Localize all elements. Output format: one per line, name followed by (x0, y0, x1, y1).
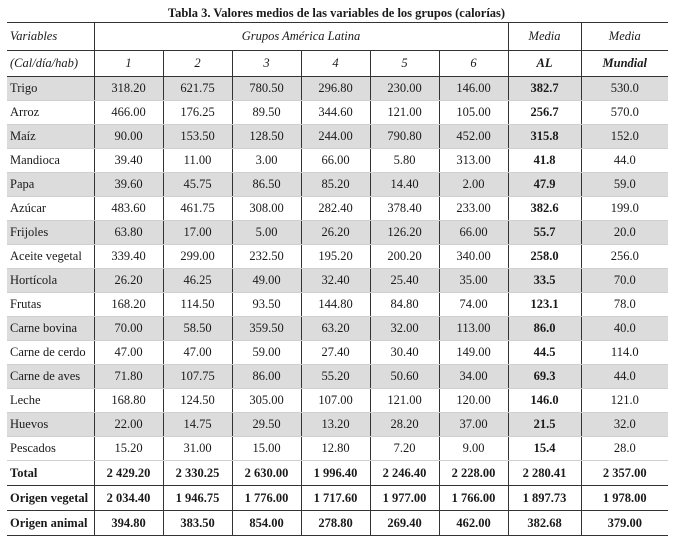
group-3-value: 780.50 (232, 77, 301, 101)
group-3-value: 93.50 (232, 293, 301, 317)
media-mundial-value: 20.0 (581, 221, 668, 245)
group-2-value: 153.50 (163, 125, 232, 149)
group-2-value: 14.75 (163, 413, 232, 437)
group-6-value: 340.00 (439, 245, 508, 269)
total-group-6-value: 2 228.00 (439, 461, 508, 486)
table-row (7, 413, 668, 437)
group-4-value: 144.80 (301, 293, 370, 317)
media-al-value: 315.8 (508, 125, 581, 149)
group-2-value: 17.00 (163, 221, 232, 245)
group-2-value: 46.25 (163, 269, 232, 293)
table-row (7, 221, 668, 245)
group-6-value: 146.00 (439, 77, 508, 101)
group-4-value: 12.80 (301, 437, 370, 461)
group-5-value: 790.80 (370, 125, 439, 149)
media-mundial-value: 70.0 (581, 269, 668, 293)
total-group-5-value: 2 246.40 (370, 461, 439, 486)
group-4-value: 344.60 (301, 101, 370, 125)
group-3-value: 49.00 (232, 269, 301, 293)
media-mundial-value: 570.0 (581, 101, 668, 125)
total-media-al-value: 2 280.41 (508, 461, 581, 486)
media-mundial-value: 121.0 (581, 389, 668, 413)
header-group-4: 4 (301, 51, 370, 77)
header-media-mundial-top: Media (581, 23, 668, 51)
group-1-value: 483.60 (94, 197, 163, 221)
media-al-value: 15.4 (508, 437, 581, 461)
group-4-value: 85.20 (301, 173, 370, 197)
group-5-value: 230.00 (370, 77, 439, 101)
media-al-value: 146.0 (508, 389, 581, 413)
group-5-value: 5.80 (370, 149, 439, 173)
group-3-value: 3.00 (232, 149, 301, 173)
media-mundial-value: 32.0 (581, 413, 668, 437)
group-6-value: 149.00 (439, 341, 508, 365)
media-mundial-value: 44.0 (581, 365, 668, 389)
group-5-value: 7.20 (370, 437, 439, 461)
total-row-name: Origen animal (7, 511, 94, 536)
total-group-2-value: 2 330.25 (163, 461, 232, 486)
group-5-value: 378.40 (370, 197, 439, 221)
group-3-value: 86.00 (232, 365, 301, 389)
media-al-value: 256.7 (508, 101, 581, 125)
total-media-mundial-value: 2 357.00 (581, 461, 668, 486)
group-3-value: 308.00 (232, 197, 301, 221)
group-1-value: 70.00 (94, 317, 163, 341)
group-2-value: 47.00 (163, 341, 232, 365)
media-al-value: 41.8 (508, 149, 581, 173)
group-6-value: 452.00 (439, 125, 508, 149)
group-1-value: 47.00 (94, 341, 163, 365)
table-row (7, 293, 668, 317)
group-6-value: 233.00 (439, 197, 508, 221)
group-4-value: 282.40 (301, 197, 370, 221)
row-variable-name: Aceite vegetal (7, 245, 94, 269)
row-variable-name: Leche (7, 389, 94, 413)
media-al-value: 21.5 (508, 413, 581, 437)
group-2-value: 461.75 (163, 197, 232, 221)
table-row (7, 245, 668, 269)
group-5-value: 50.60 (370, 365, 439, 389)
header-row-bottom (7, 51, 668, 77)
group-3-value: 89.50 (232, 101, 301, 125)
table-row (7, 317, 668, 341)
group-1-value: 63.80 (94, 221, 163, 245)
group-5-value: 200.20 (370, 245, 439, 269)
group-2-value: 45.75 (163, 173, 232, 197)
total-media-al-value: 382.68 (508, 511, 581, 536)
group-3-value: 359.50 (232, 317, 301, 341)
group-2-value: 11.00 (163, 149, 232, 173)
total-group-4-value: 1 717.60 (301, 486, 370, 511)
media-mundial-value: 199.0 (581, 197, 668, 221)
header-groups-label: Grupos América Latina (94, 23, 508, 51)
group-2-value: 621.75 (163, 77, 232, 101)
group-5-value: 25.40 (370, 269, 439, 293)
group-4-value: 13.20 (301, 413, 370, 437)
group-6-value: 113.00 (439, 317, 508, 341)
media-al-value: 258.0 (508, 245, 581, 269)
group-4-value: 244.00 (301, 125, 370, 149)
media-mundial-value: 256.0 (581, 245, 668, 269)
group-2-value: 299.00 (163, 245, 232, 269)
group-2-value: 107.75 (163, 365, 232, 389)
media-al-value: 382.6 (508, 197, 581, 221)
media-mundial-value: 40.0 (581, 317, 668, 341)
group-6-value: 2.00 (439, 173, 508, 197)
group-6-value: 120.00 (439, 389, 508, 413)
total-row-name: Origen vegetal (7, 486, 94, 511)
table-row (7, 365, 668, 389)
group-4-value: 27.40 (301, 341, 370, 365)
media-mundial-value: 59.0 (581, 173, 668, 197)
row-variable-name: Carne de cerdo (7, 341, 94, 365)
total-group-2-value: 1 946.75 (163, 486, 232, 511)
total-group-5-value: 1 977.00 (370, 486, 439, 511)
group-5-value: 30.40 (370, 341, 439, 365)
header-media-mundial-bottom: Mundial (581, 51, 668, 77)
total-group-4-value: 278.80 (301, 511, 370, 536)
total-row (7, 461, 668, 486)
total-group-6-value: 462.00 (439, 511, 508, 536)
group-4-value: 107.00 (301, 389, 370, 413)
table-row (7, 341, 668, 365)
group-1-value: 39.40 (94, 149, 163, 173)
group-3-value: 305.00 (232, 389, 301, 413)
group-5-value: 14.40 (370, 173, 439, 197)
header-group-6: 6 (439, 51, 508, 77)
media-al-value: 55.7 (508, 221, 581, 245)
table-row (7, 269, 668, 293)
header-units: (Cal/día/hab) (7, 51, 94, 77)
group-6-value: 35.00 (439, 269, 508, 293)
table-row (7, 101, 668, 125)
group-1-value: 22.00 (94, 413, 163, 437)
total-media-mundial-value: 379.00 (581, 511, 668, 536)
group-2-value: 176.25 (163, 101, 232, 125)
row-variable-name: Azúcar (7, 197, 94, 221)
media-mundial-value: 28.0 (581, 437, 668, 461)
group-6-value: 74.00 (439, 293, 508, 317)
group-1-value: 71.80 (94, 365, 163, 389)
row-variable-name: Hortícola (7, 269, 94, 293)
group-3-value: 5.00 (232, 221, 301, 245)
row-variable-name: Papa (7, 173, 94, 197)
calories-table (7, 22, 668, 536)
row-variable-name: Carne de aves (7, 365, 94, 389)
group-1-value: 168.20 (94, 293, 163, 317)
media-al-value: 382.7 (508, 77, 581, 101)
total-group-1-value: 2 429.20 (94, 461, 163, 486)
group-4-value: 296.80 (301, 77, 370, 101)
total-group-4-value: 1 996.40 (301, 461, 370, 486)
group-1-value: 90.00 (94, 125, 163, 149)
header-group-2: 2 (163, 51, 232, 77)
media-al-value: 47.9 (508, 173, 581, 197)
group-5-value: 28.20 (370, 413, 439, 437)
table-row (7, 125, 668, 149)
header-row-top (7, 23, 668, 51)
media-al-value: 69.3 (508, 365, 581, 389)
group-5-value: 126.20 (370, 221, 439, 245)
media-mundial-value: 530.0 (581, 77, 668, 101)
row-variable-name: Huevos (7, 413, 94, 437)
total-group-1-value: 2 034.40 (94, 486, 163, 511)
group-4-value: 26.20 (301, 221, 370, 245)
table-row (7, 77, 668, 101)
row-variable-name: Frutas (7, 293, 94, 317)
media-al-value: 33.5 (508, 269, 581, 293)
total-row (7, 486, 668, 511)
group-3-value: 15.00 (232, 437, 301, 461)
header-group-1: 1 (94, 51, 163, 77)
group-5-value: 84.80 (370, 293, 439, 317)
group-1-value: 339.40 (94, 245, 163, 269)
header-variables: Variables (7, 23, 94, 51)
table-row (7, 173, 668, 197)
header-group-3: 3 (232, 51, 301, 77)
group-6-value: 34.00 (439, 365, 508, 389)
row-variable-name: Mandioca (7, 149, 94, 173)
group-4-value: 55.20 (301, 365, 370, 389)
group-1-value: 26.20 (94, 269, 163, 293)
group-2-value: 124.50 (163, 389, 232, 413)
row-variable-name: Maíz (7, 125, 94, 149)
group-4-value: 63.20 (301, 317, 370, 341)
group-2-value: 114.50 (163, 293, 232, 317)
group-1-value: 466.00 (94, 101, 163, 125)
group-6-value: 313.00 (439, 149, 508, 173)
group-5-value: 121.00 (370, 101, 439, 125)
table-body (7, 77, 668, 461)
total-row-name: Total (7, 461, 94, 486)
total-group-6-value: 1 766.00 (439, 486, 508, 511)
total-group-5-value: 269.40 (370, 511, 439, 536)
media-mundial-value: 114.0 (581, 341, 668, 365)
media-mundial-value: 44.0 (581, 149, 668, 173)
header-media-al-top: Media (508, 23, 581, 51)
total-group-1-value: 394.80 (94, 511, 163, 536)
group-4-value: 195.20 (301, 245, 370, 269)
table-title: Tabla 3. Valores medios de las variables de los grupos (calorías) (167, 6, 506, 20)
row-variable-name: Frijoles (7, 221, 94, 245)
header-group-5: 5 (370, 51, 439, 77)
group-4-value: 66.00 (301, 149, 370, 173)
group-3-value: 86.50 (232, 173, 301, 197)
group-1-value: 168.80 (94, 389, 163, 413)
table-row (7, 149, 668, 173)
group-3-value: 232.50 (232, 245, 301, 269)
total-group-3-value: 854.00 (232, 511, 301, 536)
row-variable-name: Pescados (7, 437, 94, 461)
media-al-value: 44.5 (508, 341, 581, 365)
total-media-al-value: 1 897.73 (508, 486, 581, 511)
group-5-value: 121.00 (370, 389, 439, 413)
group-1-value: 39.60 (94, 173, 163, 197)
total-row (7, 511, 668, 536)
total-group-3-value: 1 776.00 (232, 486, 301, 511)
total-media-mundial-value: 1 978.00 (581, 486, 668, 511)
group-6-value: 37.00 (439, 413, 508, 437)
row-variable-name: Arroz (7, 101, 94, 125)
media-al-value: 123.1 (508, 293, 581, 317)
header-media-al-bottom: AL (508, 51, 581, 77)
group-2-value: 31.00 (163, 437, 232, 461)
table-row (7, 389, 668, 413)
group-3-value: 29.50 (232, 413, 301, 437)
group-4-value: 32.40 (301, 269, 370, 293)
table-row (7, 197, 668, 221)
group-6-value: 9.00 (439, 437, 508, 461)
row-variable-name: Trigo (7, 77, 94, 101)
group-3-value: 128.50 (232, 125, 301, 149)
group-1-value: 15.20 (94, 437, 163, 461)
group-1-value: 318.20 (94, 77, 163, 101)
group-5-value: 32.00 (370, 317, 439, 341)
group-2-value: 58.50 (163, 317, 232, 341)
group-6-value: 105.00 (439, 101, 508, 125)
total-group-3-value: 2 630.00 (232, 461, 301, 486)
table-totals (7, 461, 668, 536)
row-variable-name: Carne bovina (7, 317, 94, 341)
media-mundial-value: 152.0 (581, 125, 668, 149)
media-al-value: 86.0 (508, 317, 581, 341)
table-row (7, 437, 668, 461)
group-6-value: 66.00 (439, 221, 508, 245)
total-group-2-value: 383.50 (163, 511, 232, 536)
group-3-value: 59.00 (232, 341, 301, 365)
media-mundial-value: 78.0 (581, 293, 668, 317)
